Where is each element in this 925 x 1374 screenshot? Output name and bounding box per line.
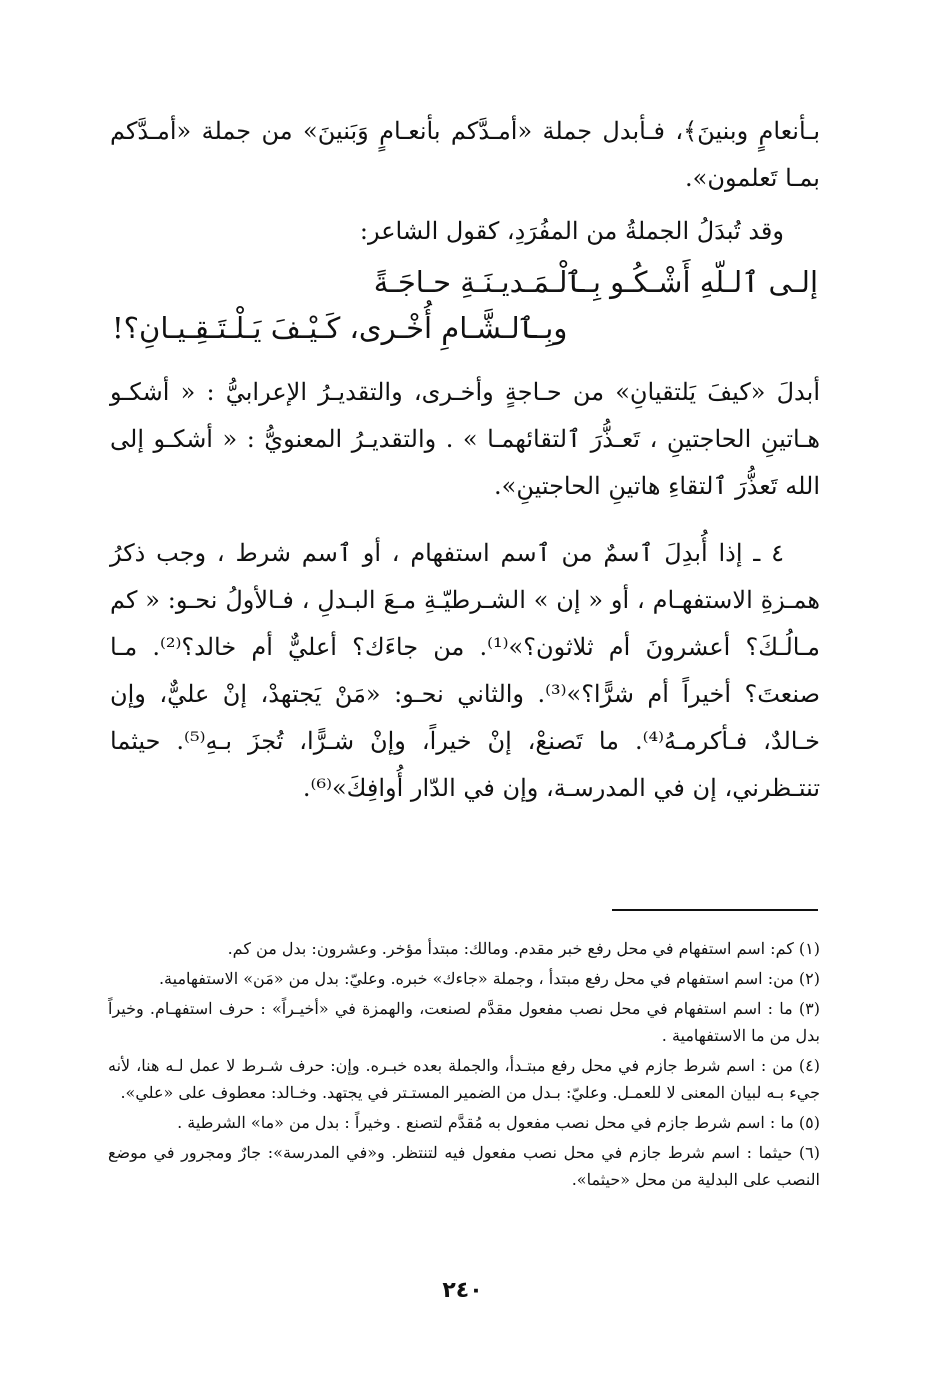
poem (110, 259, 820, 351)
poem-verse-2: وبِـٱلـشَّـامِ أُخْـرى، كَـيْـفَ يَـلْـتَـقِـيـانِ؟! (112, 311, 568, 345)
footnotes (108, 935, 820, 1196)
paragraph-1: بـأنعامٍ وبنينَ﴾، فـأبدل جملة «أمـدَّكم بأنعـامٍ وَبَنينَ» من جملة «أمـدَّكم بمـا تَعلمون». (110, 117, 820, 192)
poem-verse-1: إلـى ٱلـلّهِ أَشْـكُـو بِـٱلْـمَـديـنَـةِ حـاجَـةً (373, 265, 818, 299)
footnote-3: (٣) ما : اسم استفهام في محل نصب مفعول مقدَّم لصنعت، والهمزة في «أخيـراً» : حرف استفهـام. وخيراً بدل من ما الاستفهامية . (108, 999, 820, 1045)
page-number: ٢٤٠ (442, 1278, 483, 1303)
paragraph-4: ٤ ـ إذا أُبدِلَ ٱسمٌ من ٱسم استفهام ، أو ٱسم شرط ، وجب ذكرُ همـزةِ الاستفهـام ، أو « إن » الشـرطيّـةِ مـعَ البـدلِ ، فـالأولُ نحـو: « كم مـالُـكَ؟ أعشرونَ أم ثلاثون؟»⁽¹⁾. من جاءَك؟ أعليٌّ أم خالد؟⁽²⁾. مـا صنعتَ؟ أخيراً أم شرًّا؟»⁽³⁾. والثاني نحـو: «مَنْ يَجتهدْ، إنْ عليٌّ، وإن خـالدٌ، فـأكرمـهُ⁽⁴⁾. ما تَصنعْ، إنْ خيراً، وإنْ شـرًّا، تُجزَ بـهِ⁽⁵⁾. حيثما تنتـظرني، إن في المدرسـة، وإن في الدّار أُوافِكَ»⁽⁶⁾. (110, 539, 820, 802)
footnote-2: (٢) من: اسم استفهام في محل رفع مبتدأ ، وجملة «جاءك» خبره. وعليّ: بدل من «مَن» الاستفهامية. (158, 969, 820, 988)
footnote-1: (١) كم: اسم استفهام في محل رفع خبر مقدم. ومالك: مبتدأ مؤخر. وعشرون: بدل من كم. (227, 939, 820, 958)
paragraph-3: أبدلَ «كيفَ يَلتقيانِ» من حـاجةٍ وأخـرى، والتقديـرُ الإعرابيُّ : « أشكـو هـاتينِ الحاجتينِ ، تَعـذُّرَ ٱلتقائهمـا » . والتقديـرُ المعنويُّ : « أشكـو إلى الله تَعذُّرَ ٱلتقاءِ هاتينِ الحاجتينِ». (110, 378, 820, 500)
footnote-separator (612, 909, 818, 911)
footnote-4: (٤) من : اسم شرط جازم في محل رفع مبتـدأ، والجملة بعده خبـره. وإن: حرف شـرط لا عمل لـه هنا، لأنه جيء بـه لبيان المعنى لا للعمـل. وعليّ: بـدل من الضمير المستـتر في يجتهد. وخـالد: معطوف على «علي». (108, 1056, 820, 1102)
footnote-5: (٥) ما : اسم شرط جازم في محل نصب مفعول به مُقدَّم لتصنع . وخيراً : بدل من «ما» الشرطية . (177, 1113, 820, 1132)
paragraph-2: وقد تُبدَلُ الجملةُ من المفُرَدِ، كقول الشاعر: (359, 217, 784, 245)
footnote-6: (٦) حيثما : اسم شرط جازم في محل نصب مفعول فيه لتنتظر. و«في المدرسة»: جارٌ ومجرور في موضع النصب على البدلية من محل «حيثما». (108, 1143, 821, 1189)
main-text (110, 108, 820, 812)
